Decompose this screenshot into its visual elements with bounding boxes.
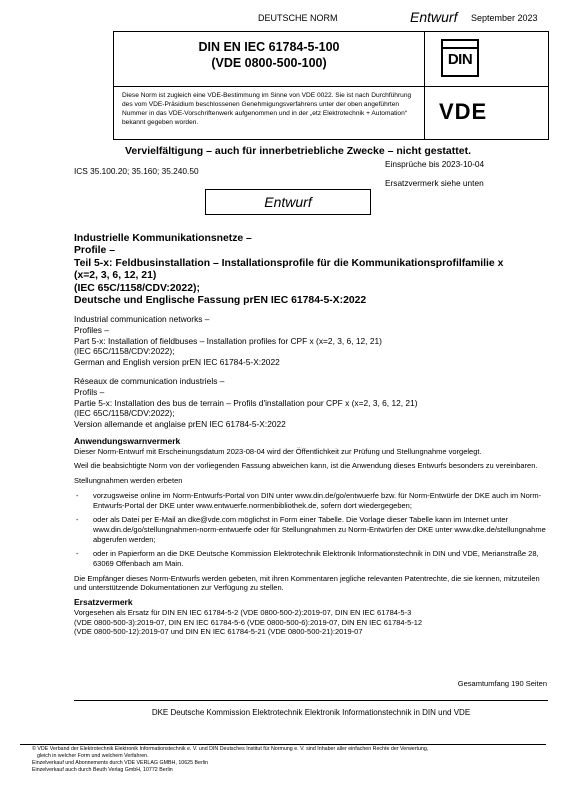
replacement-text: Vorgesehen als Ersatz für DIN EN IEC 61784-5-2 (VDE 0800-500-2):2019-07, DIN EN IEC 61784-5-3 (VDE 0800-500-3):2019-07, DIN EN IEC 61784-5-6 (VDE 0800-500-6):2019-07, DIN EN IEC 61784-5-12 (VDE 0800-500-12):2019-07 und DIN EN IEC 61784-5-21 (VDE 0800-500-21):2019-07	[74, 607, 423, 637]
standard-number-vde: (VDE 0800-500-100)	[211, 56, 327, 70]
reproduction-notice: Vervielfältigung – auch für innerbetriebliche Zwecke – nicht gestattet.	[125, 145, 472, 157]
footer-divider	[74, 700, 548, 701]
dke-footer: DKE Deutsche Kommission Elektrotechnik Elektronik Informationstechnik in DIN und VDE	[151, 708, 471, 717]
patent-rights-request: Die Empfänger dieses Norm-Entwurfs werden gebeten, mit ihren Kommentaren jegliche relevanten Patentrechte, die sie kennen, mitzuteilen und unterstützende Dokumentationen zur Verfügung zu stellen.	[74, 573, 540, 593]
application-warning-p2: Weil die beabsichtigte Norm von der vorliegenden Fassung abweichen kann, ist die Anwendung dieses Entwurfs besonders zu vereinbaren.	[74, 461, 538, 471]
application-warning-p1: Dieser Norm-Entwurf mit Erscheinungsdatum 2023-08-04 wird der Öffentlichkeit zur Prüfung und Stellungnahme vorgelegt.	[74, 446, 482, 456]
application-warning-heading: Anwendungswarnvermerk	[74, 436, 181, 446]
title-french: Réseaux de communication industriels – Profils – Partie 5-x: Installation des bus de terrain – Profils d'installation pour CPF x (x=2, 3, 6, 12, 21) (IEC 65C/1158/CDV:2022); Version allemande et anglaise prEN IEC 61784-5-X:2022	[74, 376, 418, 430]
list-item: - oder als Datei per E-Mail an dke@vde.com möglichst in Form einer Tabelle. Die Vorlage dieser Tabelle kann im Internet unter www.din.de/go/stellungnahmen-norm-entwuerfe oder für Stellungnahmen zu Norm-Entwürfen der DKE unter www.dke.de/stellungnahme abgerufen werden;	[76, 515, 546, 544]
draft-stamp-box: Entwurf	[205, 189, 371, 215]
norm-type-label: DEUTSCHE NORM	[258, 13, 338, 23]
standard-number-din: DIN EN IEC 61784-5-100	[198, 40, 340, 54]
copyright-divider	[20, 744, 546, 745]
replacement-heading: Ersatzvermerk	[74, 597, 133, 608]
standard-title-block	[113, 31, 549, 87]
din-logo: DIN	[441, 39, 479, 77]
replacement-hint: Ersatzvermerk siehe unten	[385, 178, 484, 188]
title-english: Industrial communication networks – Profiles – Part 5-x: Installation of fieldbuses – Installation profiles for CPF x (x=2, 3, 6, 12, 21) (IEC 65C/1158/CDV:2022); German and English version prEN IEC 61784-5-X:2022	[74, 314, 382, 368]
publication-date: September 2023	[471, 13, 538, 23]
list-item: - vorzugsweise online im Norm-Entwurfs-Portal von DIN unter www.din.de/go/entwuerfe bzw. für Norm-Entwürfe der DKE auch im Norm-Entwurfs-Portal der DKE unter www.entwuerfe.normenbibliothek.de, sofern dort wiedergegeben;	[76, 490, 542, 510]
title-german: Industrielle Kommunikationsnetze – Profile – Teil 5-x: Feldbusinstallation – Installationsprofile für die Kommunikationsprofilfamilie x (x=2, 3, 6, 12, 21) (IEC 65C/1158/CDV:2022); Deutsche und Englische Fassung prEN IEC 61784-5-X:2022	[74, 233, 504, 307]
ics-codes: ICS 35.100.20; 35.160; 35.240.50	[74, 166, 199, 176]
standard-number	[114, 39, 424, 71]
draft-status-label: Entwurf	[410, 9, 458, 25]
application-warning-section	[74, 437, 548, 637]
objection-deadline: Einsprüche bis 2023-10-04	[385, 159, 485, 169]
copyright-notice: © VDE Verband der Elektrotechnik Elektronik Informationstechnik e. V. und DIN Deutsches Institut für Normung e. V. sind Inhaber aller einfachen Rechte der Verwertung, gleich in welcher Form und welchem Verfahren. Einzelverkauf und Abonnements durch VDE VERLAG GMBH, 10625 Berlin Einzelverkauf auch durch Beuth Verlag GmbH, 10772 Berlin	[32, 746, 429, 773]
vde-notice-block	[113, 85, 549, 140]
comments-requested: Stellungnahmen werden erbeten	[74, 476, 183, 486]
vde-logo: VDE	[439, 99, 488, 124]
comment-channels-list	[74, 491, 548, 569]
vde-notice-text: Diese Norm ist zugleich eine VDE-Bestimmung im Sinne von VDE 0022. Sie ist nach Durchführung des vom VDE-Präsidium beschlossenen Genehmigungsverfahrens unter der oben angeführten Nummer in das VDE-Vorschriftenwerk aufgenommen und in der „etz Elektrotechnik + Automation“ bekannt gegeben worden.	[122, 92, 412, 126]
total-pages: Gesamtumfang 190 Seiten	[457, 679, 547, 688]
list-item: - oder in Papierform an die DKE Deutsche Kommission Elektrotechnik Elektronik Informationstechnik in DIN und VDE, Merianstraße 28, 63069 Offenbach am Main.	[76, 549, 539, 569]
